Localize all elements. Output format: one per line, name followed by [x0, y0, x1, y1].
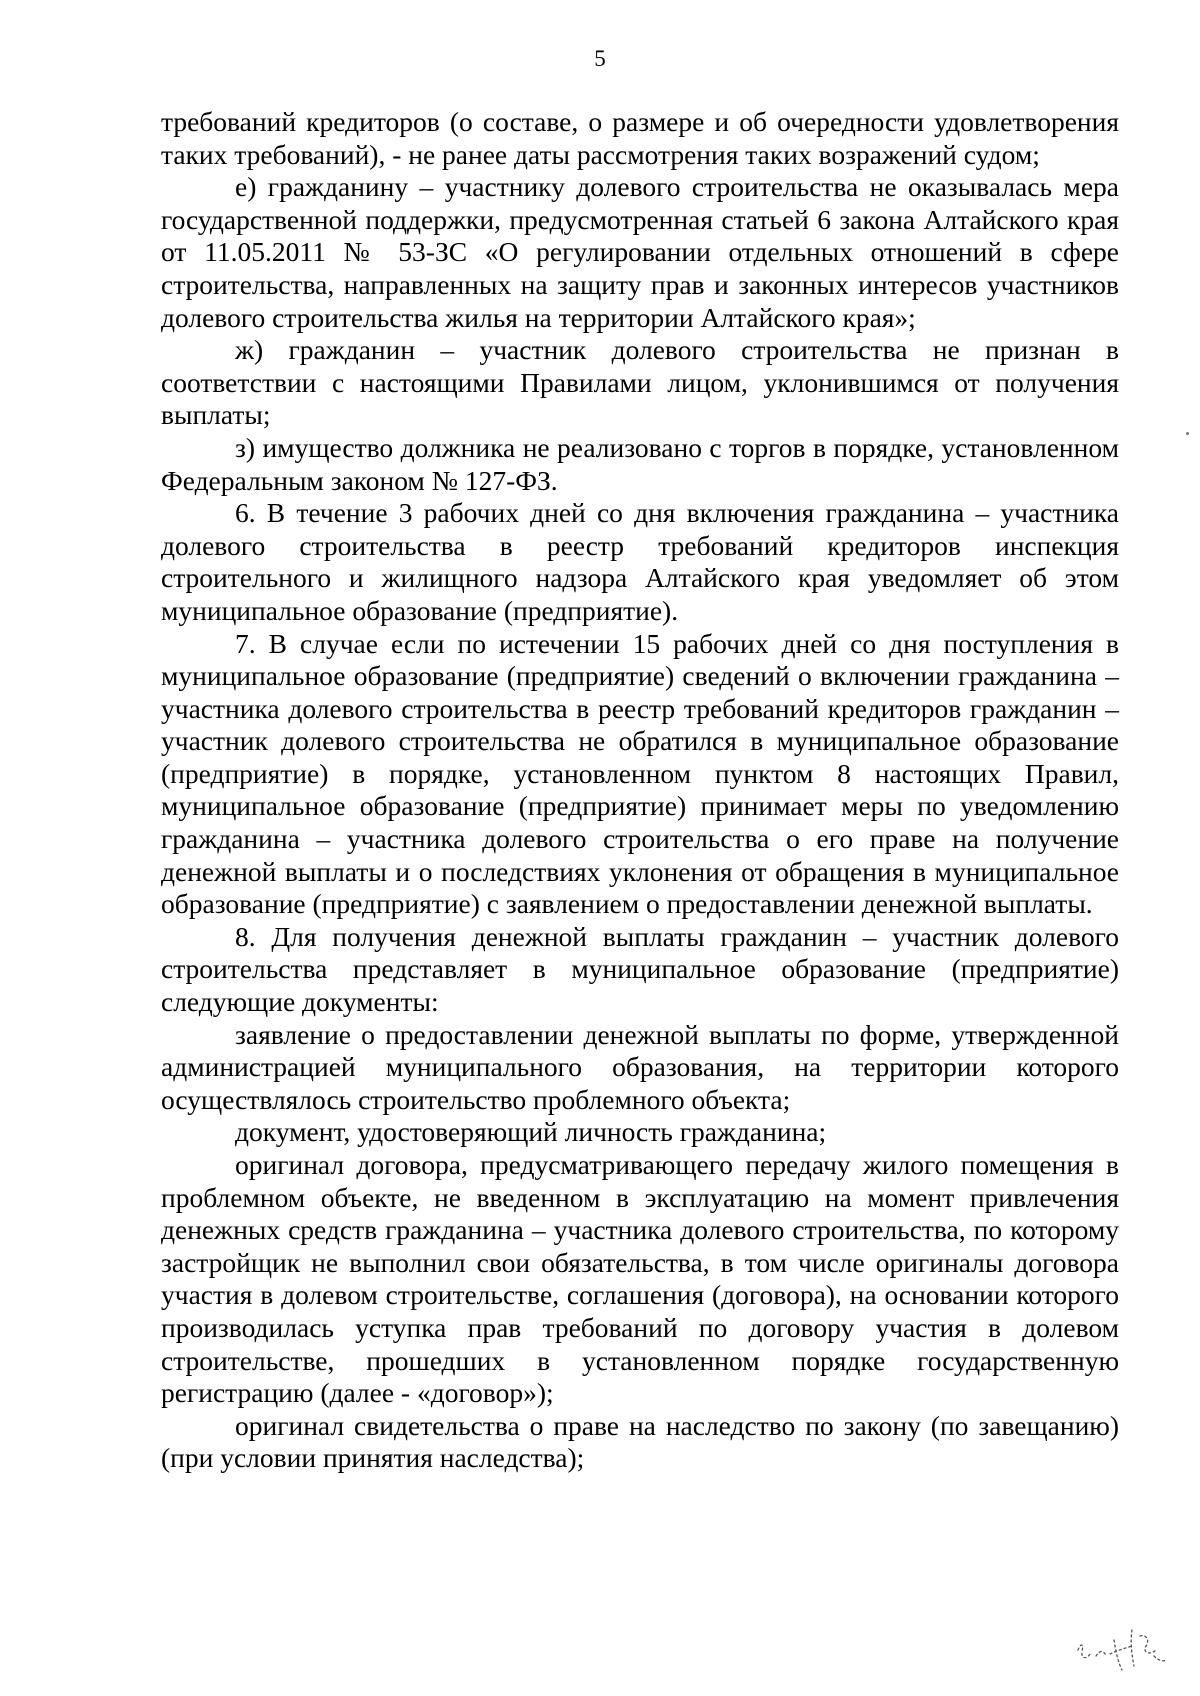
paragraph-clause-8: 8. Для получения денежной выплаты гражданин – участник долевого строительства представляет в муниципальное образование (предприятие) следующие документы: — [161, 920, 1119, 1018]
paragraph-doc-identity: документ, удостоверяющий личность гражданина; — [235, 1116, 827, 1148]
paragraph-doc-inheritance: оригинал свидетельства о праве на наследство по закону (по завещанию) (при условии принятия наследства); — [161, 1409, 1119, 1474]
scan-speck — [1186, 432, 1189, 435]
paragraph-doc-application: заявление о предоставлении денежной выплаты по форме, утвержденной администрацией муниципального образования, на территории которого осуществлялось строительство проблемного объекта; — [161, 1018, 1119, 1115]
paragraph-item-e: е) гражданину – участнику долевого строительства не оказывалась мера государственной поддержки, предусмотренная статьей 6 закона Алтайского края от 11.05.2011 № 53-ЗС «О регулировании отдельных отношений в сфере строительства, направленных на защиту прав и законных интересов участников долевого строительства жилья на территории Алтайского края»; — [161, 171, 1119, 333]
paragraph-item-zh: ж) гражданин – участник долевого строительства не признан в соответствии с настоящими Правилами лицом, уклонившимся от получения выплаты; — [161, 334, 1119, 431]
document-body — [161, 106, 1119, 1475]
paragraph-doc-contract: оригинал договора, предусматривающего передачу жилого помещения в проблемном объекте, не введенном в эксплуатацию на момент привлечения денежных средств гражданина – участника долевого строительства, по которому застройщик не выполнил свои обязательства, в том числе оригиналы договора участия в долевом строительстве, соглашения (договора), на основании которого производилась уступка прав требований по договору участия в долевом строительстве, прошедших в установленном порядке государственную регистрацию (далее - «договор»); — [161, 1149, 1119, 1409]
page-number: 5 — [594, 46, 606, 71]
handwritten-initials — [1070, 1600, 1180, 1680]
paragraph-clause-7: 7. В случае если по истечении 15 рабочих дней со дня поступления в муниципальное образование (предприятие) сведений о включении гражданина – участника долевого строительства в реестр требований кредиторов гражданин – участник долевого строительства не обратился в муниципальное образование (предприятие) в порядке, установленном пунктом 8 настоящих Правил, муниципальное образование (предприятие) принимает меры по уведомлению гражданина – участника долевого строительства о его праве на получение денежной выплаты и о последствиях уклонения от обращения в муниципальное образование (предприятие) с заявлением о предоставлении денежной выплаты. — [161, 627, 1119, 920]
paragraph-creditor-claims-continuation: требований кредиторов (о составе, о размере и об очередности удовлетворения таких требований), - не ранее даты рассмотрения таких возражений судом; — [161, 106, 1119, 170]
paragraph-clause-6: 6. В течение 3 рабочих дней со дня включения гражданина – участника долевого строительства в реестр требований кредиторов инспекция строительного и жилищного надзора Алтайского края уведомляет об этом муниципальное образование (предприятие). — [161, 497, 1119, 626]
paragraph-item-z: з) имущество должника не реализовано с торгов в порядке, установленном Федеральным законом № 127-ФЗ. — [161, 431, 1119, 496]
